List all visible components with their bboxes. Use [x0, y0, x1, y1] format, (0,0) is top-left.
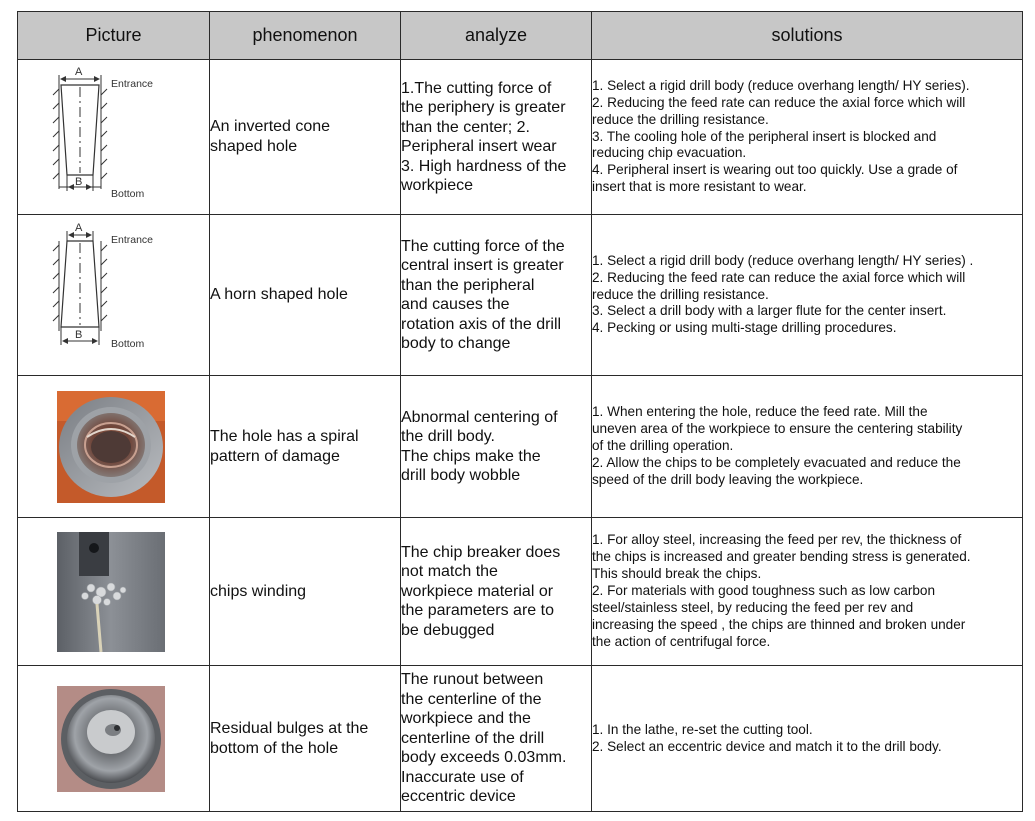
analyze-cell: The cutting force of the central insert is greater than the peripheral and causes the rotation axis of the drill body to change: [401, 215, 592, 376]
header-phenomenon: phenomenon: [210, 12, 401, 60]
analyze-cell: The runout between the centerline of the workpiece and the centerline of the drill body exceeds 0.03mm. Inaccurate use of eccentric device: [401, 666, 592, 812]
picture-cell: [18, 215, 210, 376]
solutions-cell: 1. Select a rigid drill body (reduce overhang length/ HY series) . 2. Reducing the feed rate can reduce the axial force which will reduce the drilling resistance. 3. Select a drill body with a larger flute for the center insert. 4. Pecking or using multi-stage drilling procedures.: [592, 215, 1023, 376]
analyze-cell: 1.The cutting force of the periphery is greater than the center; 2. Peripheral insert wear 3. High hardness of the workpiece: [401, 60, 592, 215]
diagram-label-b: B: [74, 175, 82, 188]
table-row: [18, 518, 1023, 666]
solutions-cell: 1. Select a rigid drill body (reduce overhang length/ HY series). 2. Reducing the feed rate can reduce the axial force which will reduce the drilling resistance. 3. The cooling hole of the peripheral insert is blocked and reducing chip evacuation. 4. Peripheral insert is wearing out too quickly. Use a grade of insert that is more resistant to wear.: [592, 60, 1023, 215]
phenomenon-cell: Residual bulges at the bottom of the hole: [210, 666, 401, 812]
diagram-label-entrance: Entrance: [110, 233, 153, 246]
diagram-label-b: B: [74, 328, 82, 341]
table-row: [18, 60, 1023, 215]
diagram-label-bottom: Bottom: [110, 187, 144, 200]
header-picture: Picture: [18, 12, 210, 60]
picture-cell: [18, 376, 210, 518]
table-row: [18, 666, 1023, 812]
spiral-damage-photo: [57, 391, 165, 503]
phenomenon-cell: chips winding: [210, 518, 401, 666]
diagram-label-bottom: Bottom: [110, 337, 144, 350]
analyze-cell: Abnormal centering of the drill body. The chips make the drill body wobble: [401, 376, 592, 518]
chips-winding-photo: [57, 532, 165, 652]
header-row: [18, 12, 1023, 60]
phenomenon-cell: The hole has a spiral pattern of damage: [210, 376, 401, 518]
troubleshooting-table: [17, 11, 1023, 812]
header-analyze: analyze: [401, 12, 592, 60]
residual-bulge-photo: [57, 686, 165, 792]
table-row: [18, 376, 1023, 518]
inverted-cone-diagram: [49, 65, 179, 205]
picture-cell: [18, 666, 210, 812]
analyze-cell: The chip breaker does not match the workpiece material or the parameters are to be debugged: [401, 518, 592, 666]
picture-cell: [18, 518, 210, 666]
phenomenon-cell: An inverted cone shaped hole: [210, 60, 401, 215]
solutions-cell: 1. In the lathe, re-set the cutting tool. 2. Select an eccentric device and match it to the drill body.: [592, 666, 1023, 812]
diagram-label-a: A: [74, 222, 82, 234]
picture-cell: [18, 60, 210, 215]
horn-hole-diagram: [49, 223, 179, 363]
solutions-cell: 1. For alloy steel, increasing the feed per rev, the thickness of the chips is increased and greater bending stress is generated. This should break the chips. 2. For materials with good toughness such as low carbon steel/stainless steel, by reducing the feed per rev and increasing the speed , the chips are thinned and broken under the action of centrifugal force.: [592, 518, 1023, 666]
table-row: [18, 215, 1023, 376]
phenomenon-cell: A horn shaped hole: [210, 215, 401, 376]
solutions-cell: 1. When entering the hole, reduce the feed rate. Mill the uneven area of the workpiece to ensure the centering stability of the drilling operation. 2. Allow the chips to be completely evacuated and reduce the speed of the drill body leaving the workpiece.: [592, 376, 1023, 518]
diagram-label-entrance: Entrance: [110, 77, 153, 90]
header-solutions: solutions: [592, 12, 1023, 60]
diagram-label-a: A: [74, 65, 82, 78]
